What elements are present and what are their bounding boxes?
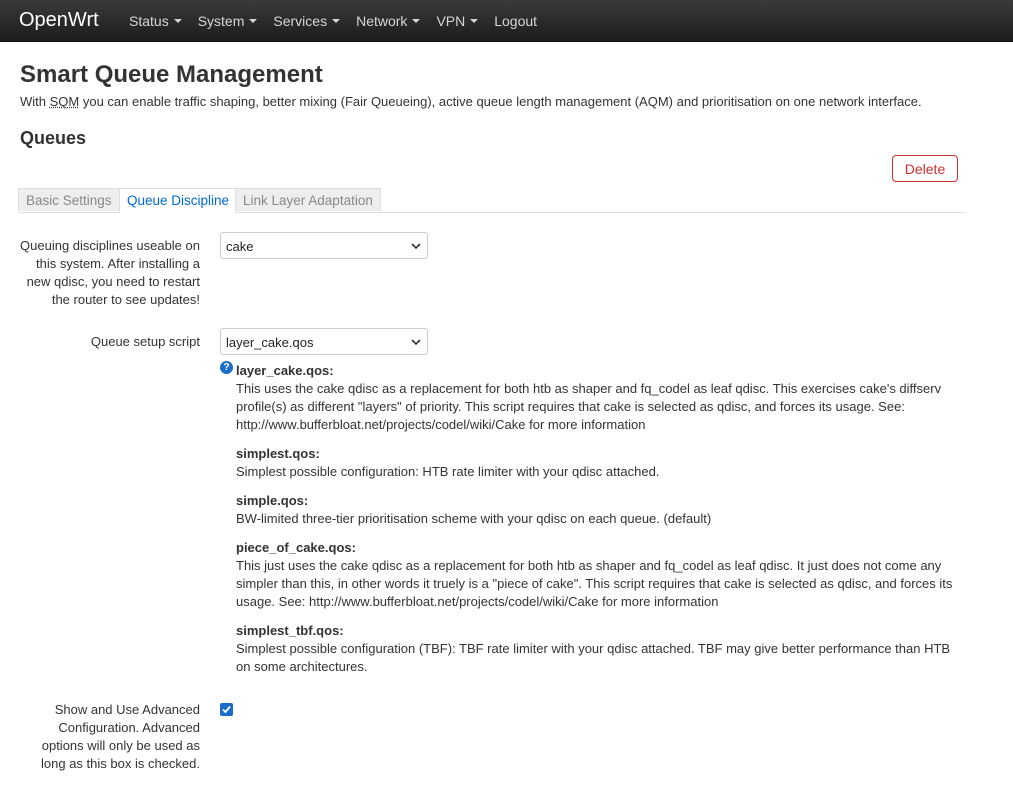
menu-network-label: Network [356,13,408,29]
help-entry [236,445,961,481]
menu-vpn[interactable] [428,0,486,41]
help-entry [236,622,961,676]
script-select[interactable] [220,328,428,355]
help-entry-name: simplest.qos: [236,446,320,461]
caret-down-icon [470,19,478,23]
page-description [20,93,1000,110]
help-icon: ? [220,361,233,374]
menu-network[interactable] [348,0,428,41]
help-entry-text: Simplest possible configuration (TBF): TBF rate limiter with your qdisc attached. TBF may give better performance than HTB on some architectures. [236,641,951,674]
tab-link-layer-adaptation[interactable]: Link Layer Adaptation [235,188,381,211]
chevron-down-icon [411,241,421,251]
menu-services-label: Services [273,13,328,29]
page-title: Smart Queue Management [20,61,323,88]
help-entry-text: Simplest possible configuration: HTB rate limiter with your qdisc attached. [236,464,660,479]
menu-status[interactable] [121,0,190,41]
menu-system[interactable] [190,0,266,41]
qdisc-select-value: cake [226,239,254,254]
help-entry-text: This just uses the cake qdisc as a replacement for both htb as shaper and fq_codel as leaf qdisc. It just does not come any simpler than this, in other words it truely is a "piece of cake". This script requires that cake is selected as qdisc, and forces its usage. See: http://www.bufferbloat.net/projects/codel/wiki/Cake for more information [236,558,953,609]
chevron-down-icon [411,337,421,347]
advanced-checkbox[interactable] [220,703,233,716]
caret-down-icon [249,19,257,23]
tab-bar [18,188,965,213]
main-menu [121,0,545,41]
checkmark-icon [221,704,232,715]
help-entry-name: simple.qos: [236,493,309,508]
top-navbar [0,0,1013,42]
menu-logout-label: Logout [494,13,538,29]
menu-status-label: Status [129,13,169,29]
caret-down-icon [332,19,340,23]
script-select-value: layer_cake.qos [226,335,314,350]
advanced-label: Show and Use Advanced Configuration. Advanced options will only be used as long as this box is checked. [41,702,200,771]
help-entry-name: simplest_tbf.qos: [236,623,344,638]
qdisc-label: Queuing disciplines useable on this system. After installing a new qdisc, you need to restart the router to see updates! [20,238,200,307]
help-entry [236,362,961,434]
tab-queue-discipline[interactable]: Queue Discipline [119,188,237,213]
help-entry-text: BW-limited three-tier prioritisation scheme with your qdisc on each queue. (default) [236,511,712,526]
desc-prefix: With [20,94,50,109]
sqm-abbreviation: SQM [49,94,80,109]
help-entry-text: This uses the cake qdisc as a replacement for both htb as shaper and fq_codel as leaf qdisc. This exercises cake's diffserv profile(s) as different "layers" of priority. This script requires that cake is selected as qdisc, and forces its usage. See: http://www.bufferbloat.net/projects/codel/wiki/Cake for more information [236,381,942,432]
caret-down-icon [174,19,182,23]
menu-vpn-label: VPN [436,13,466,29]
brand-logo[interactable]: OpenWrt [19,9,99,31]
help-entry-name: piece_of_cake.qos: [236,540,356,555]
section-title: Queues [20,128,87,148]
script-label: Queue setup script [90,334,200,349]
help-entry [236,539,961,611]
caret-down-icon [412,19,420,23]
menu-system-label: System [197,13,245,29]
desc-suffix: you can enable traffic shaping, better mixing (Fair Queueing), active queue length management (AQM) and prioritisation on one network interface. [79,94,922,109]
help-entry-name: layer_cake.qos: [236,363,334,378]
help-entry [236,492,961,528]
delete-button[interactable]: Delete [892,155,958,182]
tab-basic-settings[interactable]: Basic Settings [18,188,120,211]
qdisc-select[interactable] [220,232,428,259]
menu-services[interactable] [265,0,348,41]
script-help [236,362,961,687]
menu-logout[interactable] [486,0,545,41]
